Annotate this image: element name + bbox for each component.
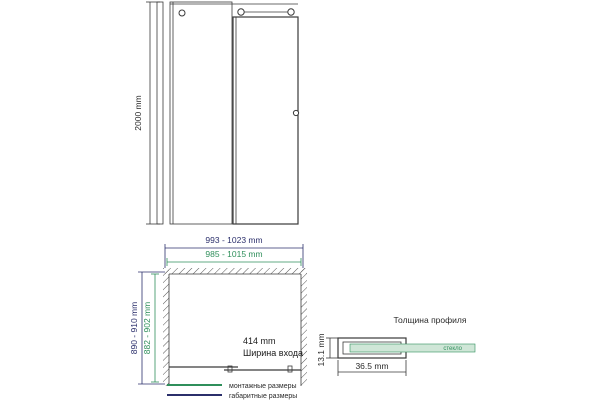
height-dim-label: 2000 mm [133,95,143,131]
glass-label: стекло [443,346,462,352]
legend-mounting-label: монтажные размеры [229,383,297,390]
door-handle [293,110,298,115]
fixed-panel-fitting [179,10,185,16]
side-wall-hatch [163,268,169,386]
profile-width-label: 36.5 mm [355,361,389,371]
outer-depth-label: 890 - 910 mm [129,301,139,355]
right-wall-hatch [301,268,307,386]
door-roller-left [238,9,244,15]
profile-section [316,315,475,376]
entry-width-label: Ширина входа [243,348,304,358]
plan-view [129,235,307,386]
roller-mark-right [288,366,292,372]
door-roller-right [288,9,294,15]
elevation-wall [157,2,163,224]
fixed-glass-panel [170,2,232,224]
front-elevation [133,2,299,224]
inner-width-label: 985 - 1015 mm [205,249,263,259]
outer-width-label: 993 - 1023 mm [205,235,263,245]
back-wall-hatch [163,268,307,274]
legend-overall-label: габаритные размеры [229,393,298,400]
entry-width-value: 414 mm [243,336,276,346]
profile-height-label: 13.1 mm [316,333,326,367]
legend [167,383,297,400]
inner-depth-label: 882 - 902 mm [142,301,152,355]
profile-title: Толщина профиля [393,315,467,325]
sliding-door-panel [233,17,298,224]
